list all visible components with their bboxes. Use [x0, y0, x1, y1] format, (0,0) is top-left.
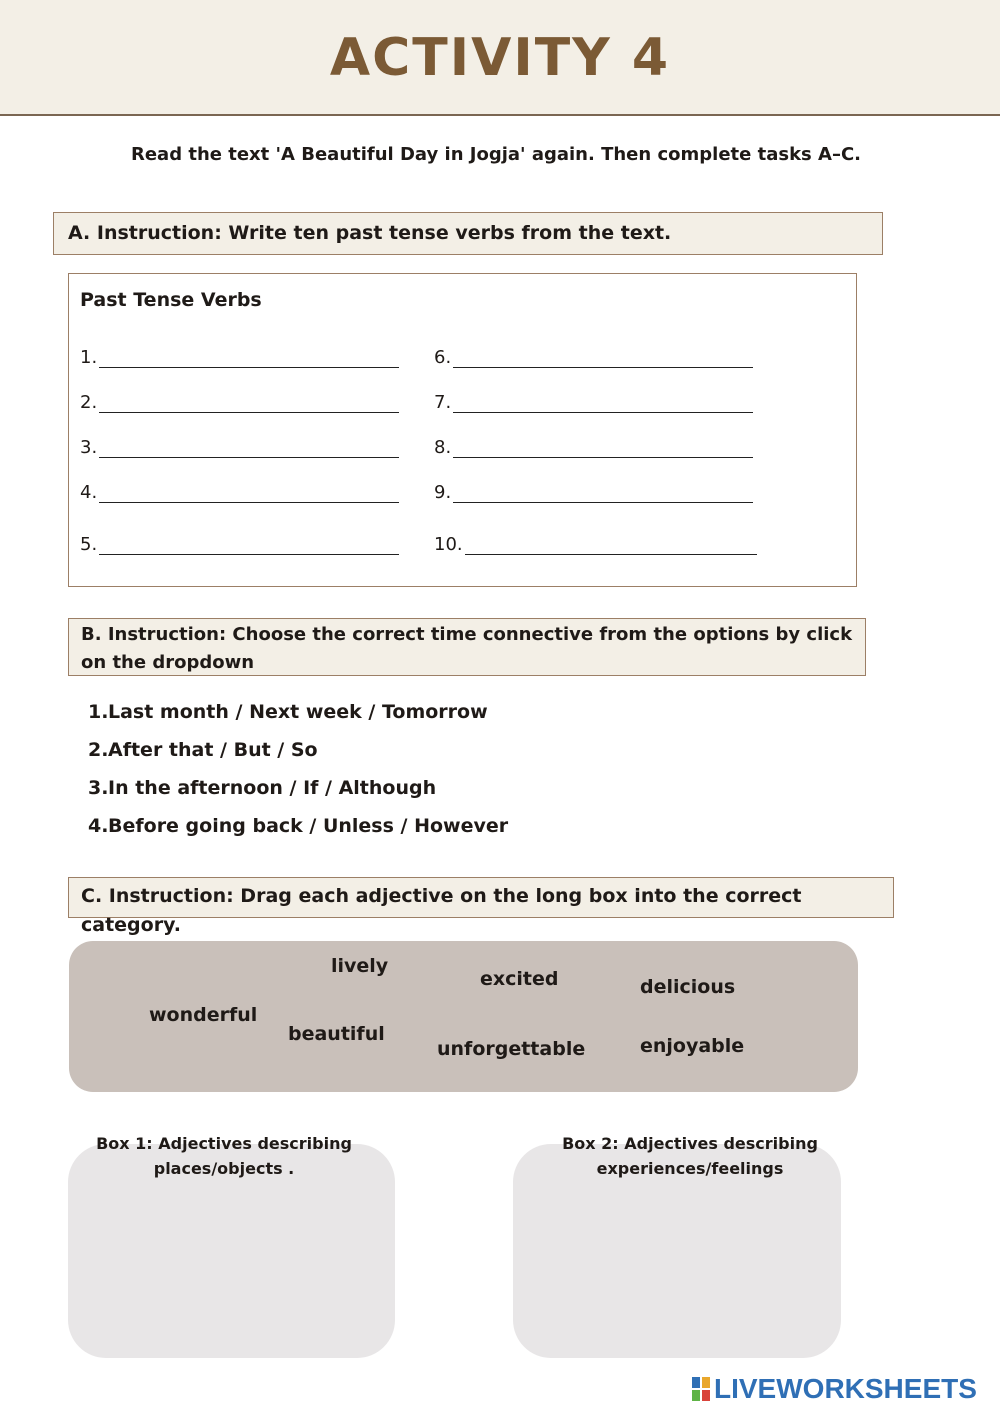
connective-number: 1.: [88, 701, 109, 723]
connective-item-3[interactable]: [88, 774, 508, 812]
verb-line-3: [80, 436, 399, 458]
verb-line-1: [80, 346, 399, 368]
verb-line-10: [434, 533, 757, 555]
verb-line-9: [434, 481, 753, 503]
verb-line-7: [434, 391, 753, 413]
connective-options: After that / But / So: [108, 739, 318, 761]
verb-input-5[interactable]: [99, 533, 399, 555]
verb-input-1[interactable]: [99, 346, 399, 368]
connective-item-2[interactable]: [88, 736, 508, 774]
verb-number: 9.: [434, 482, 452, 503]
connective-number: 4.: [88, 815, 109, 837]
verb-number: 5.: [80, 534, 98, 555]
instruction-a: A. Instruction: Write ten past tense verbs from the text.: [53, 212, 883, 255]
box1-label: Box 1: Adjectives describing places/objects .: [96, 1134, 352, 1178]
box2-label: Box 2: Adjectives describing experiences/feelings: [562, 1134, 818, 1178]
connective-number: 2.: [88, 739, 109, 761]
instruction-c: C. Instruction: Drag each adjective on the long box into the correct category.: [68, 877, 894, 918]
verb-input-10[interactable]: [465, 533, 757, 555]
connective-number: 3.: [88, 777, 109, 799]
verb-line-4: [80, 481, 399, 503]
verb-number: 1.: [80, 347, 98, 368]
draggable-word-delicious[interactable]: delicious: [640, 976, 736, 998]
verb-line-6: [434, 346, 753, 368]
verb-line-8: [434, 436, 753, 458]
intro-text: Read the text 'A Beautiful Day in Jogja' again. Then complete tasks A–C.: [130, 144, 861, 165]
brand-text: LIVEWORKSHEETS: [714, 1373, 977, 1404]
verb-line-5: [80, 533, 399, 555]
liveworksheets-logo-icon: [692, 1377, 710, 1401]
verb-input-3[interactable]: [99, 436, 399, 458]
draggable-word-wonderful[interactable]: wonderful: [149, 1004, 258, 1026]
draggable-word-excited[interactable]: excited: [480, 968, 559, 990]
connective-options: Before going back / Unless / However: [108, 815, 509, 837]
draggable-word-lively[interactable]: lively: [331, 955, 389, 977]
verb-input-7[interactable]: [453, 391, 753, 413]
verb-input-4[interactable]: [99, 481, 399, 503]
verb-line-2: [80, 391, 399, 413]
adjective-word-bank: [69, 941, 858, 1092]
header-band: [0, 0, 1000, 116]
draggable-word-beautiful[interactable]: beautiful: [288, 1023, 385, 1045]
connective-item-1[interactable]: [88, 698, 508, 736]
verb-input-8[interactable]: [453, 436, 753, 458]
connective-list: [88, 698, 508, 850]
verb-input-9[interactable]: [453, 481, 753, 503]
past-tense-verbs-box: [68, 273, 857, 587]
verb-number: 7.: [434, 392, 452, 413]
verbs-box-title: Past Tense Verbs: [80, 289, 262, 311]
verb-number: 10.: [434, 534, 463, 555]
verb-number: 6.: [434, 347, 452, 368]
draggable-word-enjoyable[interactable]: enjoyable: [640, 1035, 745, 1057]
liveworksheets-brand: [692, 1374, 977, 1404]
draggable-word-unforgettable[interactable]: unforgettable: [437, 1038, 586, 1060]
verb-number: 4.: [80, 482, 98, 503]
connective-item-4[interactable]: [88, 812, 508, 850]
verb-input-6[interactable]: [453, 346, 753, 368]
instruction-b: B. Instruction: Choose the correct time connective from the options by click on the dropdown: [68, 618, 866, 676]
connective-options: Last month / Next week / Tomorrow: [108, 701, 488, 723]
verb-number: 8.: [434, 437, 452, 458]
verb-input-2[interactable]: [99, 391, 399, 413]
connective-options: In the afternoon / If / Although: [108, 777, 437, 799]
page-title: ACTIVITY 4: [329, 28, 671, 88]
verb-number: 3.: [80, 437, 98, 458]
verb-number: 2.: [80, 392, 98, 413]
